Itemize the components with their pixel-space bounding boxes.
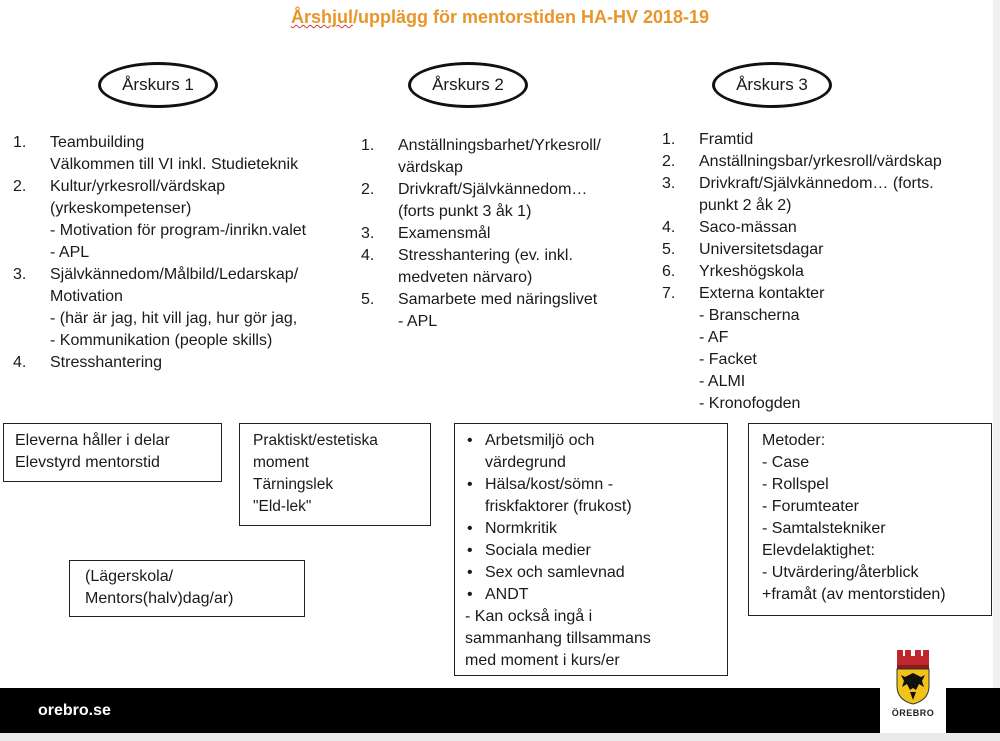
bullet-item [465,474,727,518]
bullet-item [465,430,727,474]
year2-item [361,135,601,179]
item-subpoint: - Facket [699,351,757,368]
item-text: Stresshantering (ev. inkl. [398,247,573,264]
item-text: Motivation [50,288,123,305]
bullet-text: friskfaktorer (frukost) [485,498,632,515]
title-underlined-word: Årshjul [290,7,353,27]
year2-item [361,245,601,289]
item-number: 4. [13,354,27,371]
item-number: 4. [361,247,375,264]
topics-bullet-list [465,430,727,606]
item-number: 2. [13,178,27,195]
item-number: 2. [662,153,676,170]
bullet-text: • Sociala medier [485,542,591,559]
item-text: Framtid [699,131,754,148]
footer-bar [0,688,1000,733]
city-coat-of-arms-icon [893,648,933,706]
item-subpoint: - Kommunikation (people skills) [50,332,273,349]
item-text: Samarbete med näringslivet [398,291,598,308]
item-number: 3. [361,225,375,242]
box-line: Mentors(halv)dag/ar) [85,590,234,607]
item-number: 5. [361,291,375,308]
item-number: 3. [13,266,27,283]
bullet-text: • Hälsa/kost/sömn - [485,476,614,493]
bullet-text: • Arbetsmiljö och [485,432,595,449]
item-text: Drivkraft/Självkännedom… [398,181,588,198]
note-line: med moment i kurs/er [465,652,620,669]
item-text: Saco-mässan [699,219,797,236]
item-text: (forts punkt 3 åk 1) [398,203,532,220]
year3-item [662,173,942,217]
bottom-strip [0,733,1000,741]
item-number: 4. [662,219,676,236]
orebro-logo [880,642,946,733]
year2-item [361,223,601,245]
box-line: Elevdelaktighet: [762,542,875,559]
logo-caption: ÖREBRO [891,708,935,718]
item-subpoint: - AF [699,329,729,346]
box-line: moment [253,454,309,471]
year1-item [13,264,306,308]
box-line: - Samtalstekniker [762,520,886,537]
box-line: Praktiskt/estetiska [253,432,378,449]
practical-aesthetic-box [239,423,431,526]
box-line: - Case [762,454,810,471]
bullet-item [465,584,727,606]
student-led-box [3,423,222,482]
note-line: sammanhang tillsammans [465,630,651,647]
bullet-text: • ANDT [485,586,529,603]
year2-list [361,135,601,333]
note-line: - Kan också ingå i [465,608,593,625]
year3-item [662,261,942,283]
year3-list [662,129,942,415]
box-line: - Utvärdering/återblick [762,564,919,581]
item-number: 5. [662,241,676,258]
item-text: Yrkeshögskola [699,263,804,280]
item-subpoint: - ALMI [699,373,746,390]
box-line: "Eld-lek" [253,498,312,515]
year1-item [13,132,306,176]
item-text: Välkommen till VI inkl. Studieteknik [50,156,299,173]
bullet-item [465,518,727,540]
item-text: medveten närvaro) [398,269,533,286]
item-number: 6. [662,263,676,280]
camp-school-box [69,560,305,617]
year3-item [662,129,942,151]
year2-oval: Årskurs 2 [408,62,528,108]
topics-note [465,606,727,672]
year1-list [13,132,306,374]
item-subpoint: - APL [50,244,90,261]
item-text: Stresshantering [50,354,163,371]
item-number: 1. [13,134,27,151]
item-number: 3. [662,175,676,192]
year1-item [13,352,306,374]
item-text: Anställningsbar/yrkesroll/värdskap [699,153,942,170]
item-text: Externa kontakter [699,285,825,302]
box-line: Elevstyrd mentorstid [15,454,160,471]
right-edge-strip [993,0,1000,688]
bullet-text: värdegrund [485,454,566,471]
slide-title [0,7,1000,28]
item-number: 2. [361,181,375,198]
item-subpoint: - Motivation för program-/inrikn.valet [50,222,307,239]
item-text: punkt 2 åk 2) [699,197,792,214]
box-line: (Lägerskola/ [85,568,174,585]
item-text: Teambuilding [50,134,145,151]
bullet-item [465,540,727,562]
item-subpoint: - Branscherna [699,307,800,324]
item-subpoint: - Kronofogden [699,395,801,412]
box-line: - Forumteater [762,498,859,515]
box-line: Metoder: [762,432,826,449]
item-text: Självkännedom/Målbild/Ledarskap/ [50,266,299,283]
year3-item [662,217,942,239]
box-line: Tärningslek [253,476,334,493]
box-line: +framåt (av mentorstiden) [762,586,946,603]
item-text: Universitetsdagar [699,241,824,258]
year2-item [361,179,601,223]
year1-oval: Årskurs 1 [98,62,218,108]
item-subpoint: - (här är jag, hit vill jag, hur gör jag, [50,310,298,327]
item-text: (yrkeskompetenser) [50,200,192,217]
box-line: - Rollspel [762,476,829,493]
box-line: Eleverna håller i delar [15,432,170,449]
bullet-text: • Normkritik [485,520,557,537]
item-text: Examensmål [398,225,491,242]
footer-site[interactable]: orebro.se [38,702,111,719]
year1-item [13,176,306,220]
item-number: 7. [662,285,676,302]
year2-item [361,289,601,333]
item-text: Anställningsbarhet/Yrkesroll/ [398,137,601,154]
year3-item [662,151,942,173]
year3-item [662,283,942,305]
item-number: 1. [662,131,676,148]
item-text: - APL [398,313,438,330]
topics-box [454,423,728,676]
bullet-text: • Sex och samlevnad [485,564,625,581]
item-text: värdskap [398,159,463,176]
methods-box [748,423,992,616]
year3-oval: Årskurs 3 [712,62,832,108]
year3-item [662,239,942,261]
item-text: Drivkraft/Självkännedom… (forts. [699,175,934,192]
item-number: 1. [361,137,375,154]
bullet-item [465,562,727,584]
item-text: Kultur/yrkesroll/värdskap [50,178,226,195]
title-rest: /upplägg för mentorstiden HA-HV 2018-19 [352,7,710,27]
